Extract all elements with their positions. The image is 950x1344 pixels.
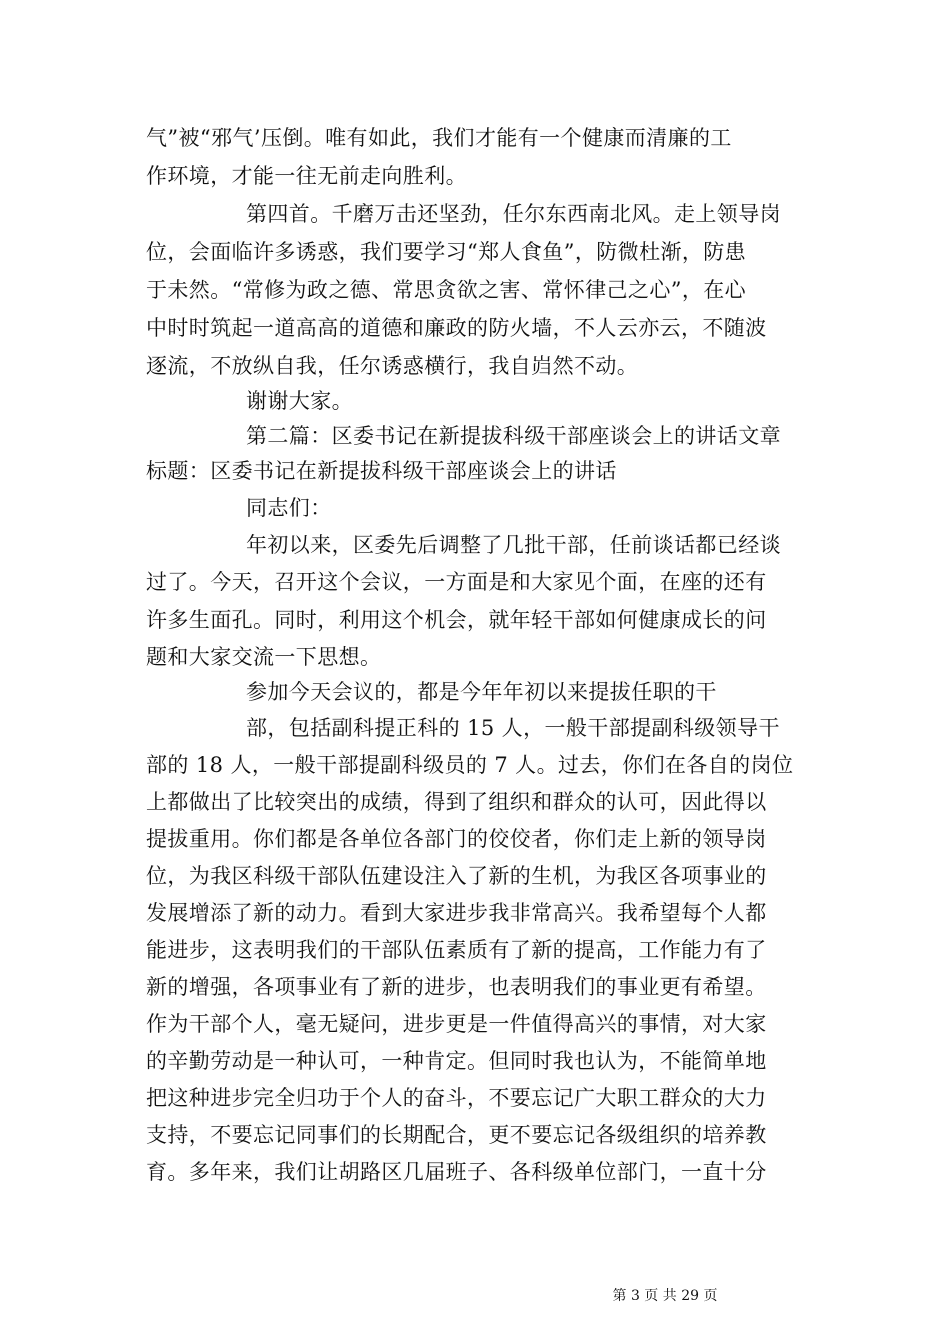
text-line: 气”被“邪气’压倒。唯有如此，我们才能有一个健康而清廉的工: [146, 126, 732, 150]
text-line: 题和大家交流一下思想。: [146, 645, 382, 669]
page-number-footer: 第 3 页 共 29 页: [612, 1288, 718, 1304]
text-line: 把这种进步完全归功于个人的奋斗，不要忘记广大职工群众的大力: [146, 1086, 767, 1110]
text-line: 支持，不要忘记同事们的长期配合，更不要忘记各级组织的培养教: [146, 1123, 767, 1147]
text-line: 过了。今天，召开这个会议，一方面是和大家见个面，在座的还有: [146, 570, 767, 594]
text-line: 位，为我区科级干部队伍建设注入了新的生机，为我区各项事业的: [146, 864, 767, 888]
text-line: 位，会面临许多诱惑，我们要学习“郑人食鱼”，防微杜渐，防患: [146, 240, 747, 264]
text-line: 育。多年来，我们让胡路区几届班子、各科级单位部门，一直十分: [146, 1160, 767, 1184]
text-line: 部，包括副科提正科的 15 人，一般干部提副科级领导干: [246, 716, 780, 740]
text-line: 逐流，不放纵自我，任尔诱惑横行，我自岿然不动。: [146, 354, 639, 378]
text-line: 发展增添了新的动力。看到大家进步我非常高兴。我希望每个人都: [146, 901, 767, 925]
text-line: 作为干部个人，毫无疑问，进步更是一件值得高兴的事情，对大家: [146, 1012, 767, 1036]
text-line: 中时时筑起一道高高的道德和廉政的防火墙，不人云亦云，不随波: [146, 316, 767, 340]
text-line: 能进步，这表明我们的干部队伍素质有了新的提高，工作能力有了: [146, 938, 767, 962]
text-line: 新的增强，各项事业有了新的进步，也表明我们的事业更有希望。: [146, 975, 767, 999]
paragraph-start-line: 谢谢大家。: [246, 389, 353, 413]
section-heading-line: 第二篇：区委书记在新提拔科级干部座谈会上的讲话文章: [246, 424, 781, 448]
text-line: 于未然。“常修为政之德、常思贪欲之害、常怀律己之心”，在心: [146, 278, 747, 302]
paragraph-start-line: 参加今天会议的，都是今年年初以来提拔任职的干: [246, 680, 717, 704]
text-line: 部的 18 人，一般干部提副科级员的 7 人。过去，你们在各自的岗位: [146, 753, 794, 777]
text-line: 的辛勤劳动是一种认可，一种肯定。但同时我也认为，不能简单地: [146, 1049, 767, 1073]
section-title-line: 标题：区委书记在新提拔科级干部座谈会上的讲话: [146, 459, 617, 483]
paragraph-start-line: 年初以来，区委先后调整了几批干部，任前谈话都已经谈: [246, 533, 781, 557]
text-line: 上都做出了比较突出的成绩，得到了组织和群众的认可，因此得以: [146, 790, 767, 814]
text-line: 许多生面孔。同时，利用这个机会，就年轻干部如何健康成长的问: [146, 608, 767, 632]
text-line: 作环境，才能一往无前走向胜利。: [146, 164, 467, 188]
salutation-line: 同志们：: [246, 496, 332, 520]
paragraph-start-line: 第四首。千磨万击还坚劲，任尔东西南北风。走上领导岗: [246, 202, 781, 226]
text-line: 提拔重用。你们都是各单位各部门的佼佼者，你们走上新的领导岗: [146, 827, 767, 851]
